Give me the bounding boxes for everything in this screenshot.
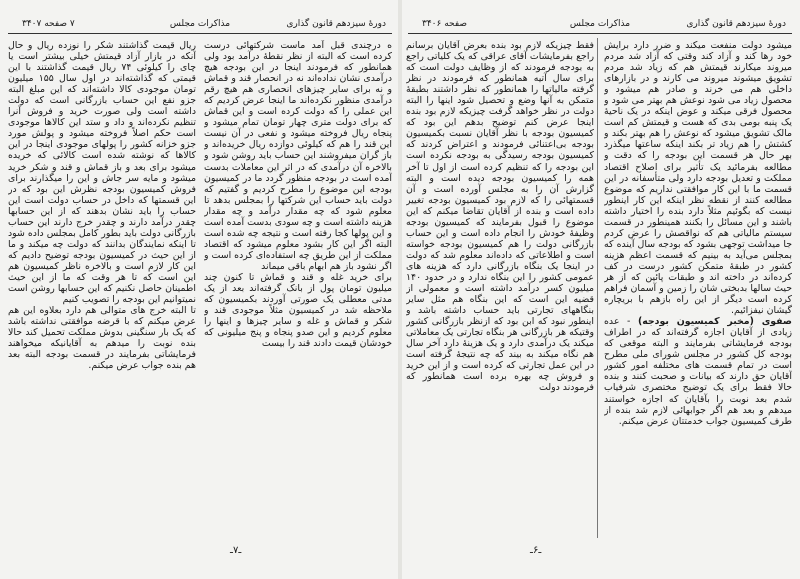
right-page (400, 0, 800, 579)
speech-paragraph (604, 316, 792, 426)
column-divider (597, 38, 598, 538)
page-number: صفحه ۳۴۰۶ (422, 19, 468, 29)
paragraph: تا البته خرج های متوالی هم دارد بعلاوه این هم عرض میکنم که با قرضه موافقتی نداشته باشد که یک بار سنگینی بدوش مملکت تحمیل کند حالا بنده نوبت را میدهم به آقایانیکه میخواهند فرمایشاتی بفرمایند در قسمت بودجه البته بعد هم بنده جواب عرض میکنم. (8, 305, 196, 372)
publication-title: مذاکرات مجلس (569, 19, 631, 29)
text-column-left (406, 40, 594, 545)
paragraph: میشود دولت منفعت میکند و ضرر دارد برایش خود رها کند و آزاد کند وقتی که آزاد شد مردم میروند میکارند قیمتش هم که زیاد شد مردم تشویق میشوند میروند می کارند و در بازارهای داخلی هم می خرند و صادر هم میشود و محصول زیاد می شود نوعش هم بهتر می شود و محصول فرقی میکند و عوض اینکه در یک ناحیهٔ یک پنبه بومی بدی که هست و قیمتش کم است مالک تشویق میشود که نوعش را هم بهتر بکند و کشتش را هم زیاد تر بکند اینکه ساعتها میگذرد بهر حال هر قسمت این بودجه را که دقت و مطالعه بفرمائید یک تأثیر برای اصلاح اقتصاد مملکت و تعدیل بودجه دارد ولی متأسفانه در این قسمت ما با این کار موافقتی نداریم که موضوع مطالعه کنند از نقطه نظر اینکه این کار اینطور نیست که بگوئیم مثلاً دارد بنده را اختیار داشته باشند و این مسائل را بکنند همینطور در قسمت سیستم مالیاتی هم که نواقصش را عرض کردم جا میداشت توجهی بشود که بودجه سال آینده که بمجلس می‌آید به بینیم که قسمت اعظم هزینه کشور در طبقهٔ متمکن کشور درست در کف کرده‌اند در داخته اند و طبقات پائین که از هر حیث سالها بدبختی شان را زمین و آسمان فراهم کرده است دیگر از این راه بازهم با بریچاره گیشان نیفزائیم. (604, 40, 792, 317)
paragraph: فقط چیزیکه لازم بود بنده بعرض آقایان برسانم راجع بفرمایشات آقای عراقی که یک کلیاتی راجع به بودجه فرمودند که از وظایف دولت است که برای سال آتیه همانطور که فرمودند در نظر گرفته مالیاتها را همانطور که نظر داشتند بطبقهٔ متمکن به آنها وضع و تحصیل شود اینها را البته دولت در نظر خواهد گرفت چیزیکه لازم بود بنده اینجا عرض کنم توضیح بدهم این بود که کمیسیون بودجه با نظر آقایان نسبت بکمیسیون بودجه بی‌اعتنائی فرمودند و اعتراض کردند که کمیسیون بودجه رسیدگی به بودجه نکرده است این بودجه را که تنظیم کرده است از اول تا آخر همه را کمیسیون بودجه دیده است و البته گزارش آن را به مجلس آورده است و آن قسمتهائی را که لازم بود کمیسیون بودجه تغییر داده است و بنده از آقایان تقاضا میکنم که این موضوع را قبول بفرمایند که کمیسیون بودجه وظیفهٔ خودش را انجام داده است و این حساب بازرگانی دولت را هم کمیسیون بودجه خواسته است و اطلاعاتی که داده‌اند معلوم شد که دولت در اینجا یک بنگاه بازرگانی دارد که هزینه های عمومی کشور را این بنگاه ندارد و در حدود ۱۴۰ میلیون کسر درآمد داشته است و معمولی از قضیه این است که این بنگاه هم مثل سایر بنگاههای تجارتی باید حساب داشته باشد و اینطور نبود که ابن بود که ازنظر بازرگانی کشور وقتیکه هر بازرگانی هر بنگاه تجارتی یک معاملاتی میکند یک درآمدی دارد و یک هزینهٔ دارد آخر سال هم نگاه میکند به بیند که چه نتیجهٔ گرفته است در این عمل تجارتی که کرده است و از این خرید و فروش چه بهره برده است همانطور که فرمودند دولت (406, 40, 594, 394)
paragraph: ه درچندی قبل آمد ماست شرکتهائی درست کرده است که البته از نظر نقطهٔ درآمد بود ولی همانطور که فرمودند اینجا در این بودجه هیچ درآمدی نشان نداده‌اند نه در انحصار قند و قماش و نه برای سایر چیزهای انحصاری هم هیچ رقم درآمدی منظور نکرده‌اند ما اینجا عرض کردیم که این عملی را که دولت کرده است و این قماش که برای دولت متری چهار تومان تمام میشود و پنجاه ریال فروخته میشود و نفعی در آن نیست این قند را هم که کیلوئی دوازده ریال خریده‌اند و باز گران میفروشند این حساب باید روشن شود و بالاخره آن درآمدی که در اثر این معاملات بدست آمده است در بودجه منظور گردد ما در کمیسیون بودجه این موضوع را مطرح کردیم و گفتیم که دولت باید حساب این شرکتها را بمجلس بدهد تا معلوم شود که چه مقدار درآمد و چه مقدار هزینه داشته است و چه سودی بدست آمده است و این پولها کجا رفته است و نتیجه چه شده است البته اگر این کار بشود معلوم میشود که اقتصاد مملکت از این طریق چه استفاده‌ای کرده است و اگر نشود باز هم ابهام باقی میماند (204, 40, 392, 272)
speech-text: - عده زیادی از آقایان اجازه گرفته‌اند که در اطراف بودجه فرمایشاتی بفرمایند و البته موقعی که بودجه کل کشور در مجلس شورای ملی مطرح است در تمام قسمت های مختلفه امور کشور آقایان حق دارند که بیانات و صحبت کنند و بنده حالا فقط برای یک توضیح مختصری شرفیاب شدم بعد نوبت را بآقایان که اجازه خواستند میدهم و بعد هم اگر جوابهائی لازم شد بنده از طرف کمیسیون جواب خدمتتان عرض میکنم. (604, 316, 792, 427)
page-header (408, 19, 792, 34)
session-title: دورهٔ سیزدهم قانون گذاری (286, 19, 386, 29)
page-footer-number: ـ۶ـ (530, 545, 542, 556)
page-number: ۷ صفحه ۳۴۰۷ (22, 19, 75, 29)
paragraph: برای خرید غله و قند و قماش تا کنون چند میلیون تومان پول از بانک گرفته‌اند بعد از یک مدتی معطلی یک صورتی آوردند بکمیسیون که ملاحظه شد در کمیسیون مثلاً موجودی قند و شکر و قماش و غله و سایر چیزها و اینها را معلوم کردیم و این صدو پنجاه و پنج میلیونی که خودشان قیمت دادند قند را بیست (204, 271, 392, 350)
session-title: دورهٔ سیزدهم قانون گذاری (686, 19, 786, 29)
text-column-left (8, 40, 196, 545)
text-column-right (204, 40, 392, 545)
page-header (8, 19, 392, 34)
publication-title: مذاکرات مجلس (169, 19, 231, 29)
text-column-right (604, 40, 792, 545)
page-footer-number: ـ۷ـ (230, 545, 242, 556)
speaker-name: صفوی (مخبر کمیسیون بودجه) (637, 316, 792, 328)
paragraph: ریال قیمت گذاشتند شکر را نوزده ریال و حال آنکه در بازار آزاد قیمتش خیلی بیشتر است یا چای را کیلوئی ۷۴ ریال قیمت گذاشتند با این قیمتی که گذاشته‌اند در اول سال ۱۵۵ میلیون تومان موجودی کالا داشته‌اند که این مبلغ البته جزو نفع این حساب بازرگانی است که دولت داشته است ولی صورت خرید و فروش آنرا تنظیم نکرده‌اند و داد و ستد این کالاها موجودی است حکم اصلاً فروخته میشود و پولش مورد جزو خزانه کشور را پولهای موجودی اینجا در این کالاها که نوشته شده است کالائی که خریده میشود برای بعد و باز قماش و قند و شکر خرید میشود و مایه سر جاش و این را میگذارند برای فروش کمیسیون بودجه نظرش این بود که در این قسمتها که داخل در حساب دولت است این حساب را باید نشان بدهند که از این حسابها چقدر درآمد دارند و چقدر خرج دارند این حساب بازرگانی دولت باید بطور کامل بمجلس داده شود تا اینکه نمایندگان بدانند که دولت چه میکند و ما از این حیث در کمیسیون بودجه توضیح دادیم که این کار لازم است و بالاخره ناظر کمیسیون هم این است که تا هر وقت که ما از این حیث اطمینان حاصل نکنیم که این حسابها روشن است نمیتوانیم این بودجه را تصویب کنیم (8, 40, 196, 306)
